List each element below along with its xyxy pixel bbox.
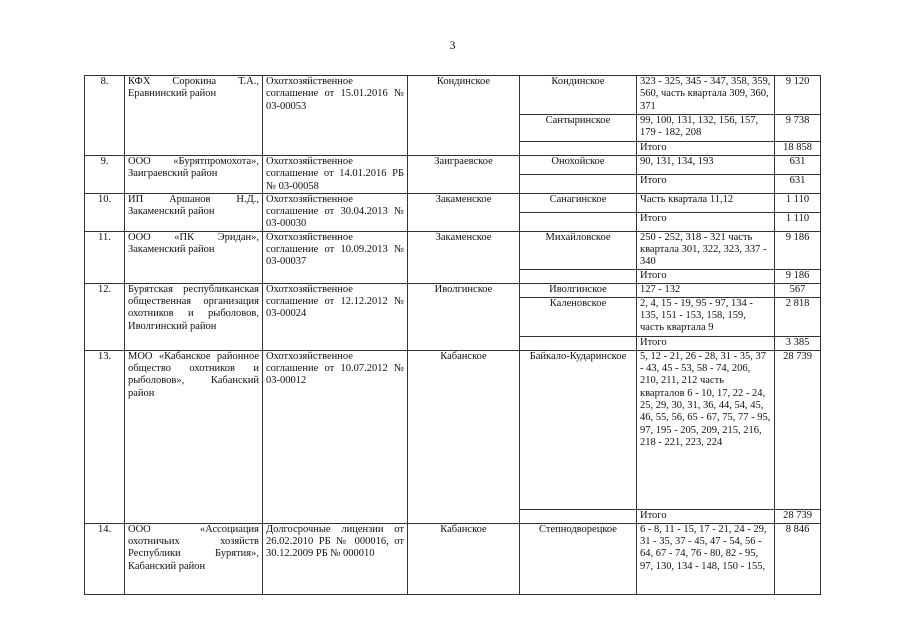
district-cell: Заиграевское — [408, 156, 520, 194]
area-name-cell-empty — [520, 336, 637, 350]
entry-number: 11. — [85, 231, 125, 283]
square-cell: 567 — [775, 283, 821, 297]
area-name-cell-empty — [520, 269, 637, 283]
area-name-cell: Сантыринское — [520, 115, 637, 142]
total-value: 3 385 — [775, 336, 821, 350]
area-name-cell: Каленовское — [520, 297, 637, 336]
district-cell: Кондинское — [408, 76, 520, 156]
total-value: 28 739 — [775, 509, 821, 523]
area-name-cell-empty — [520, 212, 637, 231]
organization-cell: КФХ Сорокина Т.А., Еравнинский район — [125, 76, 263, 156]
table-row — [85, 523, 821, 594]
agreement-cell: Охотхозяйственное соглашение от 10.07.2012 № 03-00012 — [263, 350, 408, 523]
page-number: 3 — [449, 38, 456, 52]
square-cell: 2 818 — [775, 297, 821, 336]
district-cell: Иволгинское — [408, 283, 520, 350]
quarters-cell: 250 - 252, 318 - 321 часть квартала 301, 322, 323, 337 - 340 — [637, 231, 775, 269]
area-name-cell: Санагинское — [520, 193, 637, 212]
organization-cell: Бурятская республиканская общественная организация охотников и рыболовов, Иволгинский район — [125, 283, 263, 350]
entry-number: 10. — [85, 193, 125, 231]
quarters-cell: 127 - 132 — [637, 283, 775, 297]
area-name-cell: Степнодворецкое — [520, 523, 637, 594]
total-value: 631 — [775, 174, 821, 193]
square-cell: 1 110 — [775, 193, 821, 212]
area-name-cell: Кондинское — [520, 76, 637, 115]
table-body — [85, 76, 821, 595]
quarters-cell: 90, 131, 134, 193 — [637, 156, 775, 175]
entry-number: 8. — [85, 76, 125, 156]
area-name-cell: Байкало-Кударинское — [520, 350, 637, 509]
table-row — [85, 193, 821, 212]
total-value: 9 186 — [775, 269, 821, 283]
organization-cell: ООО «Ассоциация охотничьих хозяйств Республики Бурятия», Кабанский район — [125, 523, 263, 594]
table-row — [85, 231, 821, 269]
area-name-cell-empty — [520, 509, 637, 523]
district-cell: Кабанское — [408, 350, 520, 523]
table-row — [85, 350, 821, 509]
total-label: Итого — [637, 174, 775, 193]
area-name-cell-empty — [520, 142, 637, 156]
area-name-cell: Онохойское — [520, 156, 637, 175]
total-label: Итого — [637, 212, 775, 231]
square-cell: 9 120 — [775, 76, 821, 115]
area-name-cell: Михайловское — [520, 231, 637, 269]
total-value: 18 858 — [775, 142, 821, 156]
total-label: Итого — [637, 336, 775, 350]
area-name-cell-empty — [520, 174, 637, 193]
quarters-cell: 2, 4, 15 - 19, 95 - 97, 134 - 135, 151 - 153, 158, 159, часть квартала 9 — [637, 297, 775, 336]
district-cell: Кабанское — [408, 523, 520, 594]
agreement-cell: Охотхозяйственное соглашение от 30.04.2013 № 03-00030 — [263, 193, 408, 231]
district-cell: Закаменское — [408, 231, 520, 283]
square-cell: 28 739 — [775, 350, 821, 509]
total-label: Итого — [637, 269, 775, 283]
area-name-cell: Иволгинское — [520, 283, 637, 297]
quarters-cell: 5, 12 - 21, 26 - 28, 31 - 35, 37 - 43, 45 - 53, 58 - 74, 206, 210, 211, 212 часть кварталов 6 - 10, 17, 22 - 24, 25, 29, 30, 31, 36, 44, 54, 45, 46, 55, 56, 65 - 67, 75, 77 - 95, 97, 195 - 205, 209, 215, 216, 218 - 221, 223, 224 — [637, 350, 775, 509]
square-cell: 8 846 — [775, 523, 821, 594]
agreement-cell: Охотхозяйственное соглашение от 15.01.2016 № 03-00053 — [263, 76, 408, 156]
district-cell: Закаменское — [408, 193, 520, 231]
quarters-cell: 6 - 8, 11 - 15, 17 - 21, 24 - 29, 31 - 35, 37 - 45, 47 - 54, 56 - 64, 67 - 74, 76 - 80, 82 - 95, 97, 130, 134 - 148, 150 - 155, — [637, 523, 775, 594]
table-row — [85, 76, 821, 115]
entry-number: 9. — [85, 156, 125, 194]
square-cell: 9 186 — [775, 231, 821, 269]
agreement-cell: Охотхозяйственное соглашение от 14.01.2016 РБ № 03-00058 — [263, 156, 408, 194]
total-label: Итого — [637, 142, 775, 156]
agreement-cell: Долгосрочные лицензии от 26.02.2010 РБ № 000016, от 30.12.2009 РБ № 000010 — [263, 523, 408, 594]
table-row — [85, 156, 821, 175]
square-cell: 631 — [775, 156, 821, 175]
table-row — [85, 283, 821, 297]
quarters-cell: 323 - 325, 345 - 347, 358, 359, 560, часть квартала 309, 360, 371 — [637, 76, 775, 115]
total-label: Итого — [637, 509, 775, 523]
organization-cell: ИП Аршанов Н.Д., Закаменский район — [125, 193, 263, 231]
hunting-grounds-table — [84, 75, 821, 595]
entry-number: 13. — [85, 350, 125, 523]
entry-number: 14. — [85, 523, 125, 594]
organization-cell: МОО «Кабанское районное общество охотников и рыболовов», Кабанский район — [125, 350, 263, 523]
entry-number: 12. — [85, 283, 125, 350]
organization-cell: ООО «Бурятпромохота», Заиграевский район — [125, 156, 263, 194]
agreement-cell: Охотхозяйственное соглашение от 10.09.2013 № 03-00037 — [263, 231, 408, 283]
agreement-cell: Охотхозяйственное соглашение от 12.12.2012 № 03-00024 — [263, 283, 408, 350]
quarters-cell: Часть квартала 11,12 — [637, 193, 775, 212]
square-cell: 9 738 — [775, 115, 821, 142]
organization-cell: ООО «ПК Эридан», Закаменский район — [125, 231, 263, 283]
total-value: 1 110 — [775, 212, 821, 231]
quarters-cell: 99, 100, 131, 132, 156, 157, 179 - 182, 208 — [637, 115, 775, 142]
